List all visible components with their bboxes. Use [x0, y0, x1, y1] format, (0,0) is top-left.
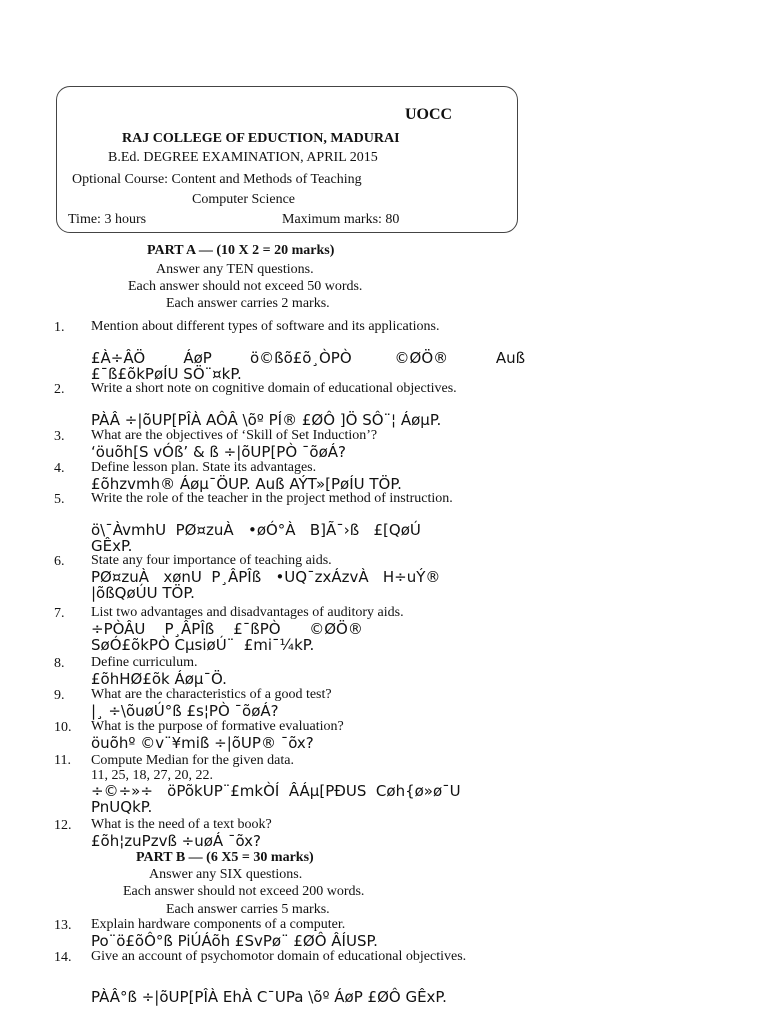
course-title: Optional Course: Content and Methods of Teaching [72, 172, 362, 187]
question-text: List two advantages and disadvantages of auditory aids. [91, 605, 404, 620]
question-text: What is the purpose of formative evaluation? [91, 719, 344, 734]
part-b-title: PART B — (6 X5 = 30 marks) [136, 850, 314, 865]
question-text: Explain hardware components of a computer. [91, 917, 346, 932]
question-number: 6. [54, 554, 65, 569]
question-number: 4. [54, 461, 65, 476]
question-translation: PØ¤zuÀ xønU P¸ÂPÎß •UQ¯zxÁzvÀ H÷uÝ® |õßQøÚU TÖP. [91, 568, 441, 602]
part-a-instruction: Each answer should not exceed 50 words. [128, 279, 363, 294]
subject-title: Computer Science [192, 192, 296, 207]
question-number: 2. [54, 382, 65, 397]
question-number: 13. [54, 918, 72, 933]
question-text: What are the objectives of ‘Skill of Set Induction’? [91, 428, 378, 443]
question-translation: PÀÂ ÷|õUP[PÎÀ AÔÂ \õº PÍ® £ØÔ ]Ö SÔ¨¦ ÁøµP. [91, 411, 442, 429]
question-translation: £À÷ÂÖ ÁøP ö©ßõ£õ¸ÒPÒ ©ØÖ® Auß £¯ß£õkPøÍU SÖ¨¤kP. [91, 349, 526, 383]
question-number: 11. [54, 753, 71, 768]
question-text: Give an account of psychomotor domain of educational objectives. [91, 949, 467, 964]
question-translation: £õhHØ£õk Áøµ¯Ö. [91, 670, 227, 688]
question-number: 14. [54, 950, 72, 965]
question-text: Compute Median for the given data. 11, 25, 18, 27, 20, 22. [91, 753, 294, 783]
question-number: 10. [54, 720, 72, 735]
question-number: 1. [54, 320, 65, 335]
exam-time: Time: 3 hours [68, 212, 147, 227]
part-b-instruction: Each answer carries 5 marks. [166, 902, 330, 917]
question-translation: Po¨ö£õÔ°ß PiÚÁõh £SvPø¨ £ØÔ ÂÍUSP. [91, 932, 378, 950]
question-translation: ÷PÒÂU P¸ÂPÎß £¯ßPÒ ©ØÖ® SøÓ£õkPÒ CµsiøÚ¨ £mi¯¼kP. [91, 620, 363, 654]
question-translation: ÷©÷»÷ öPõkUP¨£mkÒÍ ÂÁµ[PÐUS Cøh{ø»ø¯U PnUQkP. [91, 782, 461, 816]
part-a-title: PART A — (10 X 2 = 20 marks) [147, 243, 335, 258]
exam-title: B.Ed. DEGREE EXAMINATION, APRIL 2015 [108, 150, 378, 165]
question-text: Define curriculum. [91, 655, 198, 670]
part-a-instruction: Answer any TEN questions. [156, 262, 314, 277]
question-text: State any four importance of teaching aids. [91, 553, 332, 568]
question-text: Mention about different types of software and its applications. [91, 319, 440, 334]
question-translation: PÀÂ°ß ÷|õUP[PÎÀ EhÀ C¯UPa \õº ÁøP £ØÔ GÊxP. [91, 988, 447, 1006]
college-name: RAJ COLLEGE OF EDUCTION, MADURAI [122, 131, 400, 146]
question-text: What is the need of a text book? [91, 817, 272, 832]
question-translation: ö\¯ÀvmhU PØ¤zuÀ •øÓ°À B]Ã¯›ß £[QøÚ GÊxP. [91, 521, 421, 555]
question-translation: ‘öuõh[S vÓß’ & ß ÷|õUP[PÒ ¯õøÁ? [91, 443, 346, 461]
question-number: 9. [54, 688, 65, 703]
part-a-instruction: Each answer carries 2 marks. [166, 296, 330, 311]
question-number: 12. [54, 818, 72, 833]
part-b-instruction: Each answer should not exceed 200 words. [123, 884, 365, 899]
question-translation: £õhzvmh® Áøµ¯ÖUP. Auß AÝT»[PøÍU TÖP. [91, 475, 402, 493]
question-translation: öuõhº ©v¨¥miß ÷|õUP® ¯õx? [91, 734, 314, 752]
question-translation: £õh¦zuPzvß ÷uøÁ ¯õx? [91, 832, 262, 850]
part-b-instruction: Answer any SIX questions. [149, 867, 303, 882]
question-number: 3. [54, 429, 65, 444]
question-number: 5. [54, 492, 65, 507]
question-text: Write a short note on cognitive domain of educational objectives. [91, 381, 457, 396]
paper-code: UOCC [405, 106, 453, 123]
max-marks: Maximum marks: 80 [282, 212, 400, 227]
question-number: 7. [54, 606, 65, 621]
question-number: 8. [54, 656, 65, 671]
question-text: Define lesson plan. State its advantages. [91, 460, 317, 475]
question-text: Write the role of the teacher in the project method of instruction. [91, 491, 453, 506]
question-translation: |¸ ÷\õuøÚ°ß £s¦PÒ ¯õøÁ? [91, 702, 279, 720]
question-text: What are the characteristics of a good test? [91, 687, 332, 702]
